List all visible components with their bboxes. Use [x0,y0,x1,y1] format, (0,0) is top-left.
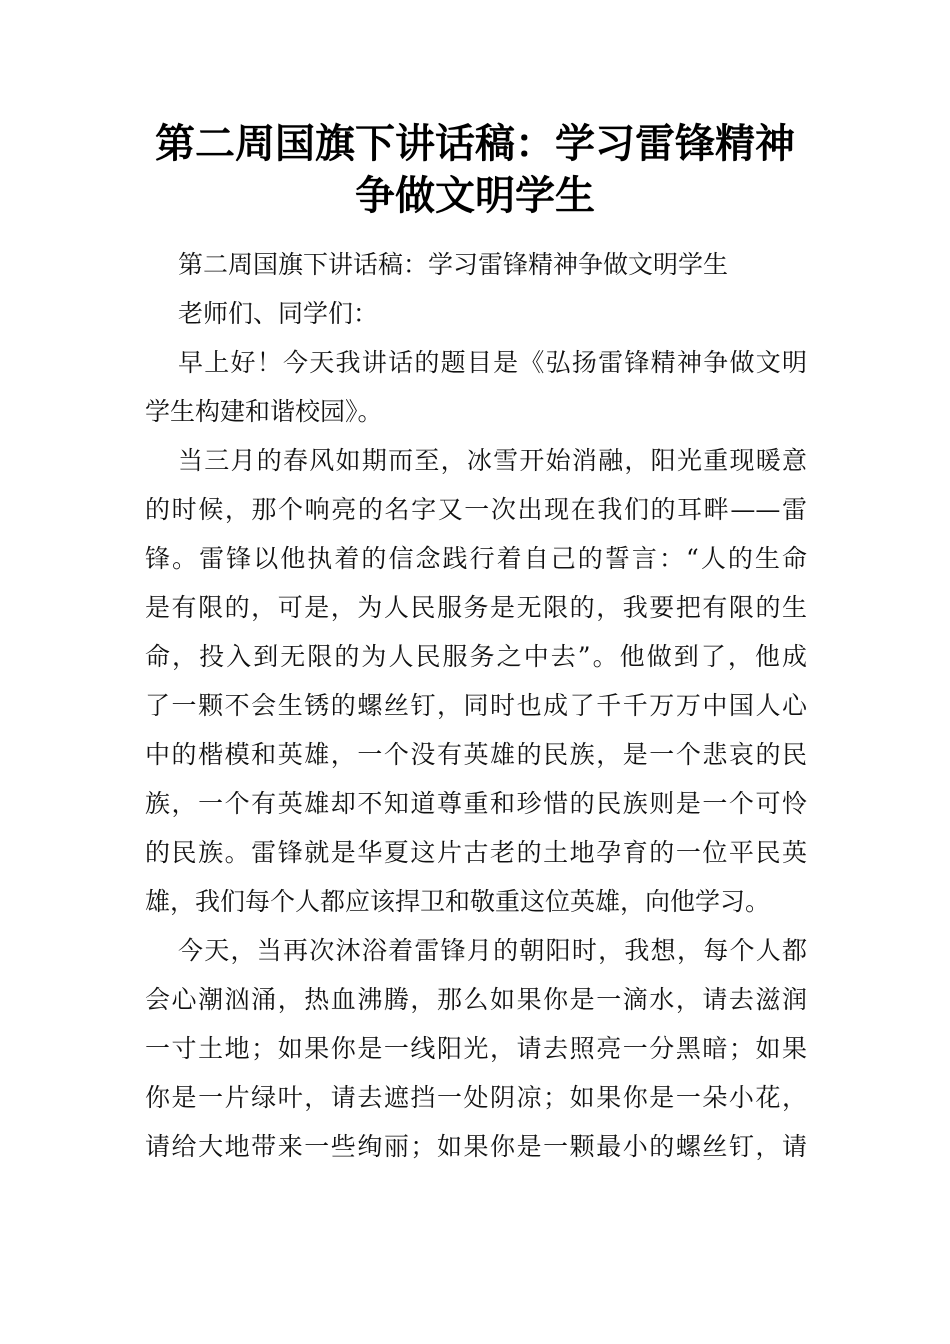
paragraph-leifeng [145,436,807,926]
paragraph-line: 了一颗不会生锈的螺丝钉，同时也成了千千万万中国人心 [145,691,807,720]
paragraph-line: 族，一个有英雄却不知道尊重和珍惜的民族则是一个可怜 [145,789,807,818]
paragraph-line: 会心潮汹涌，热血沸腾，那么如果你是一滴水，请去滋润 [145,985,807,1014]
paragraph-line: 雄，我们每个人都应该捍卫和敬重这位英雄，向他学习。 [145,887,771,916]
paragraph-line: 的时候，那个响亮的名字又一次出现在我们的耳畔——雷 [145,495,807,524]
paragraph-line: 今天，当再次沐浴着雷锋月的朝阳时，我想，每个人都 [178,936,807,965]
paragraph-line: 锋。雷锋以他执着的信念践行着自己的誓言：“人的生命 [145,544,807,573]
paragraph-line: 是有限的，可是，为人民服务是无限的，我要把有限的生 [145,593,807,622]
paragraph-line: 中的楷模和英雄，一个没有英雄的民族，是一个悲哀的民 [145,740,807,769]
paragraph-line: 早上好！今天我讲话的题目是《弘扬雷锋精神争做文明 [178,348,807,377]
document-body [145,240,807,1171]
paragraph-line: 你是一片绿叶，请去遮挡一处阴凉；如果你是一朵小花， [145,1083,807,1112]
paragraph-salutation [145,289,807,338]
paragraph-line: 当三月的春风如期而至，冰雪开始消融，阳光重现暖意 [178,446,807,475]
paragraph-line: 命，投入到无限的为人民服务之中去”。他做到了，他成 [145,642,807,671]
title-line: 争做文明学生 [355,173,595,219]
title-line: 第二周国旗下讲话稿：学习雷锋精神 [155,121,795,167]
paragraph-line: 老师们、同学们： [178,299,379,328]
paragraph-line: 的民族。雷锋就是华夏这片古老的土地孕育的一位平民英 [145,838,807,867]
paragraph-heading-repeat [145,240,807,289]
paragraph-greeting [145,338,807,436]
paragraph-line: 学生构建和谐校园》。 [145,397,383,426]
paragraph-today [145,926,807,1171]
page-title [0,118,950,222]
paragraph-line: 请给大地带来一些绚丽；如果你是一颗最小的螺丝钉，请 [145,1132,807,1161]
paragraph-line: 一寸土地；如果你是一线阳光，请去照亮一分黑暗；如果 [145,1034,807,1063]
paragraph-line: 第二周国旗下讲话稿：学习雷锋精神争做文明学生 [178,250,729,279]
